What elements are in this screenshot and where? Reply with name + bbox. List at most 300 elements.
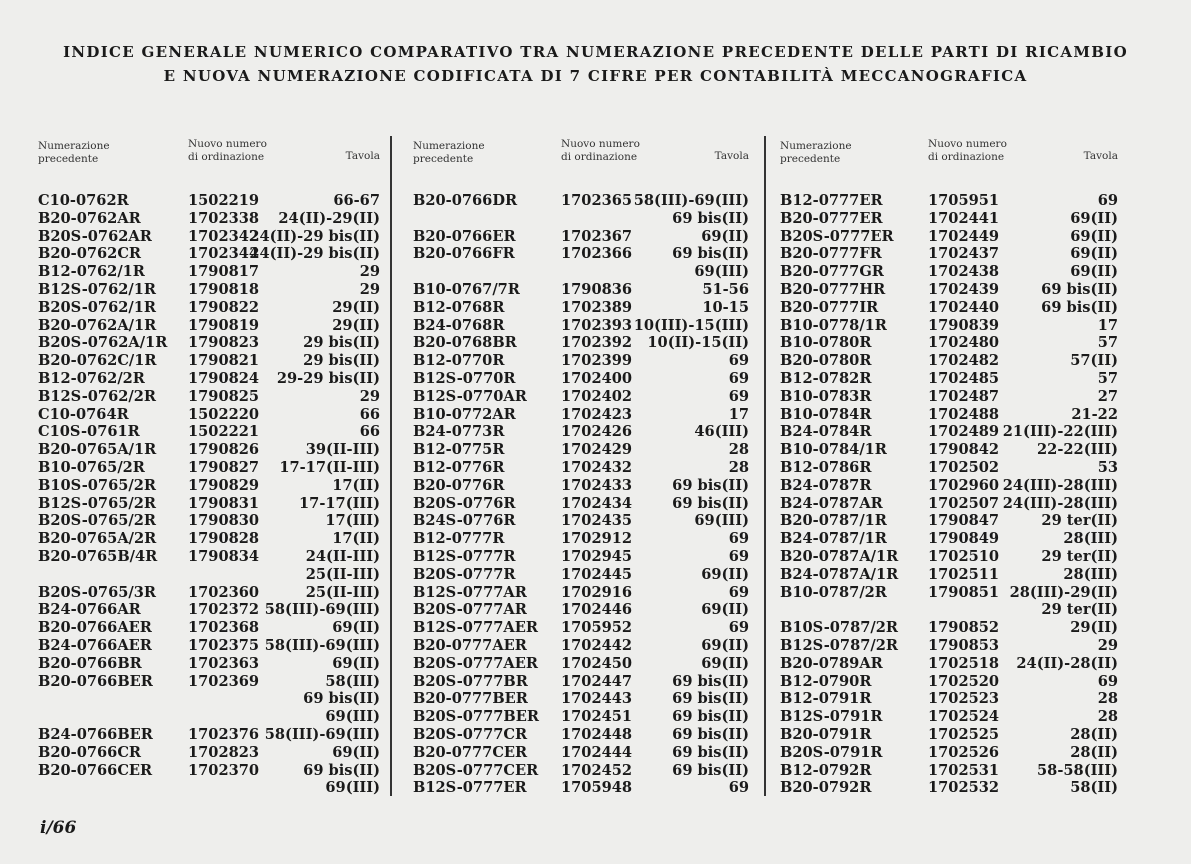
tavola-ref: 17 bbox=[1097, 316, 1118, 334]
table-row bbox=[413, 477, 749, 495]
tavola-ref: 58(III)-69(III) bbox=[264, 725, 380, 743]
tavola-ref: 69 bbox=[728, 530, 749, 548]
column-header bbox=[780, 136, 1118, 176]
table-row bbox=[38, 690, 380, 708]
table-row bbox=[780, 263, 1118, 281]
new-order-number: 1790821 bbox=[188, 352, 260, 370]
previous-number: B12S-0777ER bbox=[413, 779, 527, 797]
previous-number: B10-0765/2R bbox=[38, 458, 145, 476]
new-order-number: 1702446 bbox=[561, 601, 633, 619]
tavola-ref: 24(III)-28(III) bbox=[1002, 494, 1118, 512]
previous-number: B24-0768R bbox=[413, 316, 505, 334]
previous-number: B20S-0777AR bbox=[413, 601, 527, 619]
tavola-ref: 22-22(III) bbox=[1037, 441, 1118, 459]
previous-number: B20-0777IR bbox=[780, 298, 879, 316]
previous-number: B10-0772AR bbox=[413, 405, 516, 423]
tavola-ref: 69 bbox=[728, 352, 749, 370]
tavola-ref: 28 bbox=[1097, 690, 1118, 708]
table-row bbox=[38, 441, 380, 459]
table-row bbox=[780, 601, 1118, 619]
new-order-number: 1702370 bbox=[188, 761, 260, 779]
tavola-ref: 69 bbox=[728, 369, 749, 387]
table-row bbox=[413, 388, 749, 406]
tavola-ref: 29-29 bis(II) bbox=[276, 369, 380, 387]
header-new-order-number: Nuovo numero di ordinazione bbox=[188, 138, 267, 163]
header-tavola: Tavola bbox=[714, 150, 749, 162]
table-row bbox=[413, 352, 749, 370]
table-row bbox=[38, 245, 380, 263]
column-header bbox=[413, 136, 749, 176]
tavola-ref: 10(II)-15(II) bbox=[647, 334, 749, 352]
table-row bbox=[780, 388, 1118, 406]
table-row bbox=[413, 601, 749, 619]
previous-number: B20-0780R bbox=[780, 352, 872, 370]
previous-number: B12S-0777AR bbox=[413, 583, 527, 601]
tavola-ref: 69(III) bbox=[325, 779, 380, 797]
previous-number: B20S-0762AR bbox=[38, 227, 152, 245]
tavola-ref: 69 bis(II) bbox=[303, 690, 380, 708]
new-order-number: 1702435 bbox=[561, 512, 633, 530]
table-row bbox=[780, 281, 1118, 299]
table-row bbox=[38, 210, 380, 228]
previous-number: B24-0784R bbox=[780, 423, 872, 441]
rows-container bbox=[38, 192, 380, 797]
table-row bbox=[413, 637, 749, 655]
tavola-ref: 17-17(III) bbox=[299, 494, 380, 512]
new-order-number: 1702523 bbox=[928, 690, 1000, 708]
previous-number: B20-0766ER bbox=[413, 227, 516, 245]
tavola-ref: 28 bbox=[728, 458, 749, 476]
previous-number: B20-0777GR bbox=[780, 263, 884, 281]
table-row bbox=[780, 192, 1118, 210]
table-row bbox=[413, 584, 749, 602]
new-order-number: 1702342 bbox=[188, 227, 260, 245]
previous-number: B20-0789AR bbox=[780, 654, 883, 672]
new-order-number: 1702400 bbox=[561, 369, 633, 387]
new-order-number: 1702439 bbox=[928, 280, 1000, 298]
table-row bbox=[38, 779, 380, 797]
previous-number: B20-0777CER bbox=[413, 743, 528, 761]
table-row bbox=[780, 708, 1118, 726]
tavola-ref: 46(III) bbox=[694, 423, 749, 441]
new-order-number: 1790836 bbox=[561, 280, 633, 298]
new-order-number: 1702366 bbox=[561, 245, 633, 263]
previous-number: B20-0777BER bbox=[413, 690, 528, 708]
new-order-number: 1790847 bbox=[928, 512, 1000, 530]
tavola-ref: 69 bbox=[728, 779, 749, 797]
table-row bbox=[780, 762, 1118, 780]
table-row bbox=[38, 637, 380, 655]
previous-number: B12-0775R bbox=[413, 441, 505, 459]
previous-number: B20-0777ER bbox=[780, 209, 883, 227]
tavola-ref: 69(II) bbox=[332, 743, 380, 761]
header-new-order-number: Nuovo numero di ordinazione bbox=[928, 138, 1007, 163]
previous-number: B12-0776R bbox=[413, 458, 505, 476]
tavola-ref: 51-56 bbox=[702, 280, 749, 298]
table-row bbox=[38, 352, 380, 370]
table-row bbox=[38, 584, 380, 602]
new-order-number: 1702524 bbox=[928, 708, 1000, 726]
table-row bbox=[780, 655, 1118, 673]
table-row bbox=[38, 708, 380, 726]
previous-number: B24-0773R bbox=[413, 423, 505, 441]
table-row bbox=[780, 459, 1118, 477]
previous-number: B12-0768R bbox=[413, 298, 505, 316]
new-order-number: 1702437 bbox=[928, 245, 1000, 263]
table-row bbox=[413, 228, 749, 246]
table-row bbox=[413, 334, 749, 352]
table-row bbox=[413, 744, 749, 762]
previous-number: B20-0765B/4R bbox=[38, 547, 158, 565]
tavola-ref: 69 bbox=[728, 547, 749, 565]
table-row bbox=[38, 299, 380, 317]
table-row bbox=[413, 495, 749, 513]
new-order-number: 1702402 bbox=[561, 387, 633, 405]
new-order-number: 1702338 bbox=[188, 209, 260, 227]
tavola-ref: 24(II)-29 bis(II) bbox=[249, 227, 380, 245]
tavola-ref: 69 bis(II) bbox=[672, 690, 749, 708]
tavola-ref: 29 bis(II) bbox=[303, 352, 380, 370]
new-order-number: 1702480 bbox=[928, 334, 1000, 352]
previous-number: B24-0766AR bbox=[38, 601, 141, 619]
table-row bbox=[38, 406, 380, 424]
table-row bbox=[780, 744, 1118, 762]
new-order-number: 1702393 bbox=[561, 316, 633, 334]
tavola-ref: 69 bis(II) bbox=[672, 494, 749, 512]
table-row bbox=[780, 530, 1118, 548]
tavola-ref: 24(II-III) bbox=[305, 547, 380, 565]
tavola-ref: 28(II) bbox=[1070, 725, 1118, 743]
tavola-ref: 69 bis(II) bbox=[672, 708, 749, 726]
previous-number: B10-0780R bbox=[780, 334, 872, 352]
tavola-ref: 69 bis(II) bbox=[672, 743, 749, 761]
tavola-ref: 69(II) bbox=[701, 565, 749, 583]
header-previous-numbering: Numerazione precedente bbox=[780, 140, 852, 165]
tavola-ref: 29 ter(II) bbox=[1041, 601, 1118, 619]
tavola-ref: 21(III)-22(III) bbox=[1002, 423, 1118, 441]
table-row bbox=[780, 299, 1118, 317]
previous-number: B12-0762/2R bbox=[38, 369, 145, 387]
tavola-ref: 29 bbox=[359, 263, 380, 281]
tavola-ref: 29 ter(II) bbox=[1041, 512, 1118, 530]
previous-number: B24-0787R bbox=[780, 476, 872, 494]
new-order-number: 1705951 bbox=[928, 192, 1000, 209]
new-order-number: 1702532 bbox=[928, 779, 1000, 797]
previous-number: B12S-0787/2R bbox=[780, 636, 899, 654]
header-previous-numbering: Numerazione precedente bbox=[413, 140, 485, 165]
tavola-ref: 69 bis(II) bbox=[672, 672, 749, 690]
new-order-number: 1702442 bbox=[561, 636, 633, 654]
tavola-ref: 69(II) bbox=[1070, 209, 1118, 227]
previous-number: B20S-0777AER bbox=[413, 654, 538, 672]
previous-number: B20-0777AER bbox=[413, 636, 527, 654]
table-row bbox=[780, 334, 1118, 352]
tavola-ref: 29 bis(II) bbox=[303, 334, 380, 352]
previous-number: B20S-0765/3R bbox=[38, 583, 157, 601]
previous-number: B24-0766BER bbox=[38, 725, 153, 743]
tavola-ref: 69(II) bbox=[701, 601, 749, 619]
table-row bbox=[38, 601, 380, 619]
previous-number: B12S-0791R bbox=[780, 708, 883, 726]
previous-number: C10-0762R bbox=[38, 192, 129, 209]
tavola-ref: 27 bbox=[1097, 387, 1118, 405]
new-order-number: 1702444 bbox=[561, 743, 633, 761]
tavola-ref: 66-67 bbox=[333, 192, 380, 209]
previous-number: B20S-0777ER bbox=[780, 227, 894, 245]
index-column-1 bbox=[38, 136, 380, 797]
new-order-number: 1702445 bbox=[561, 565, 633, 583]
table-row bbox=[780, 210, 1118, 228]
previous-number: B20S-0762/1R bbox=[38, 298, 157, 316]
tavola-ref: 69 bbox=[728, 619, 749, 637]
new-order-number: 1702440 bbox=[928, 298, 1000, 316]
column-divider bbox=[764, 136, 766, 796]
previous-number: B20-0766BER bbox=[38, 672, 153, 690]
tavola-ref: 69 bbox=[728, 583, 749, 601]
previous-number: B20-0766BR bbox=[38, 654, 142, 672]
new-order-number: 1702916 bbox=[561, 583, 633, 601]
new-order-number: 1702389 bbox=[561, 298, 633, 316]
table-row bbox=[38, 726, 380, 744]
table-row bbox=[38, 548, 380, 566]
table-row bbox=[780, 619, 1118, 637]
previous-number: B20S-0777CER bbox=[413, 761, 539, 779]
table-row bbox=[780, 566, 1118, 584]
tavola-ref: 29(II) bbox=[1070, 619, 1118, 637]
new-order-number: 1705952 bbox=[561, 619, 633, 637]
table-row bbox=[780, 673, 1118, 691]
table-row bbox=[38, 370, 380, 388]
new-order-number: 1702438 bbox=[928, 263, 1000, 281]
tavola-ref: 58(III)-69(III) bbox=[264, 601, 380, 619]
tavola-ref: 25(II-III) bbox=[305, 565, 380, 583]
tavola-ref: 28 bbox=[728, 441, 749, 459]
tavola-ref: 57 bbox=[1097, 369, 1118, 387]
new-order-number: 1790834 bbox=[188, 547, 260, 565]
tavola-ref: 10-15 bbox=[702, 298, 749, 316]
tavola-ref: 69 bis(II) bbox=[672, 725, 749, 743]
previous-number: B10-0778/1R bbox=[780, 316, 887, 334]
new-order-number: 1702363 bbox=[188, 654, 260, 672]
tavola-ref: 24(II)-29(II) bbox=[278, 209, 380, 227]
rows-container bbox=[413, 192, 749, 797]
tavola-ref: 69(II) bbox=[332, 654, 380, 672]
tavola-ref: 28(III) bbox=[1063, 530, 1118, 548]
new-order-number: 1790823 bbox=[188, 334, 260, 352]
new-order-number: 1702489 bbox=[928, 423, 1000, 441]
previous-number: B10-0787/2R bbox=[780, 583, 887, 601]
table-row bbox=[780, 245, 1118, 263]
table-row bbox=[413, 512, 749, 530]
new-order-number: 1702510 bbox=[928, 547, 1000, 565]
tavola-ref: 24(III)-28(III) bbox=[1002, 476, 1118, 494]
new-order-number: 1702367 bbox=[561, 227, 633, 245]
new-order-number: 1702525 bbox=[928, 725, 1000, 743]
table-row bbox=[413, 423, 749, 441]
tavola-ref: 29 bbox=[359, 387, 380, 405]
new-order-number: 1702443 bbox=[561, 690, 633, 708]
previous-number: B24-0787AR bbox=[780, 494, 883, 512]
new-order-number: 1702482 bbox=[928, 352, 1000, 370]
tavola-ref: 58(III) bbox=[325, 672, 380, 690]
tavola-ref: 17(III) bbox=[325, 512, 380, 530]
table-row bbox=[38, 530, 380, 548]
new-order-number: 1702449 bbox=[928, 227, 1000, 245]
new-order-number: 1790829 bbox=[188, 476, 260, 494]
previous-number: B12-0777R bbox=[413, 530, 505, 548]
tavola-ref: 69(III) bbox=[325, 708, 380, 726]
table-row bbox=[413, 370, 749, 388]
previous-number: B20-0766CER bbox=[38, 761, 153, 779]
table-row bbox=[413, 779, 749, 797]
previous-number: B20S-0765/2R bbox=[38, 512, 157, 530]
tavola-ref: 69(II) bbox=[701, 636, 749, 654]
table-row bbox=[413, 726, 749, 744]
new-order-number: 1790824 bbox=[188, 369, 260, 387]
new-order-number: 1790851 bbox=[928, 583, 1000, 601]
table-row bbox=[413, 690, 749, 708]
new-order-number: 1702485 bbox=[928, 369, 1000, 387]
table-row bbox=[413, 406, 749, 424]
table-row bbox=[38, 317, 380, 335]
previous-number: B12-0777ER bbox=[780, 192, 883, 209]
tavola-ref: 17(II) bbox=[332, 530, 380, 548]
header-new-order-number: Nuovo numero di ordinazione bbox=[561, 138, 640, 163]
new-order-number: 1702392 bbox=[561, 334, 633, 352]
new-order-number: 1790849 bbox=[928, 530, 1000, 548]
tavola-ref: 57(II) bbox=[1070, 352, 1118, 370]
table-row bbox=[780, 690, 1118, 708]
table-row bbox=[780, 477, 1118, 495]
previous-number: B12S-0762/2R bbox=[38, 387, 157, 405]
previous-number: B12S-0762/1R bbox=[38, 280, 157, 298]
previous-number: B20-0787/1R bbox=[780, 512, 887, 530]
new-order-number: 1702487 bbox=[928, 387, 1000, 405]
table-row bbox=[780, 548, 1118, 566]
tavola-ref: 29 ter(II) bbox=[1041, 547, 1118, 565]
new-order-number: 1702434 bbox=[561, 494, 633, 512]
tavola-ref: 17-17(II-III) bbox=[279, 458, 380, 476]
new-order-number: 1790817 bbox=[188, 263, 260, 281]
new-order-number: 1702344 bbox=[188, 245, 260, 263]
previous-number: B20-0766AER bbox=[38, 619, 152, 637]
new-order-number: 1702960 bbox=[928, 476, 1000, 494]
new-order-number: 1702912 bbox=[561, 530, 633, 548]
table-row bbox=[38, 744, 380, 762]
tavola-ref: 69(III) bbox=[694, 512, 749, 530]
tavola-ref: 69 bbox=[1097, 192, 1118, 209]
tavola-ref: 53 bbox=[1097, 458, 1118, 476]
previous-number: B20S-0777CR bbox=[413, 725, 528, 743]
tavola-ref: 69 bbox=[728, 387, 749, 405]
table-row bbox=[413, 566, 749, 584]
table-row bbox=[38, 673, 380, 691]
table-row bbox=[38, 228, 380, 246]
new-order-number: 1702423 bbox=[561, 405, 633, 423]
table-row bbox=[413, 762, 749, 780]
previous-number: B10-0784/1R bbox=[780, 441, 887, 459]
tavola-ref: 10(III)-15(III) bbox=[633, 316, 749, 334]
new-order-number: 1702432 bbox=[561, 458, 633, 476]
tavola-ref: 66 bbox=[359, 405, 380, 423]
table-row bbox=[413, 192, 749, 210]
new-order-number: 1790842 bbox=[928, 441, 1000, 459]
new-order-number: 1702518 bbox=[928, 654, 1000, 672]
tavola-ref: 39(II-III) bbox=[305, 441, 380, 459]
column-header bbox=[38, 136, 380, 176]
table-row bbox=[780, 726, 1118, 744]
previous-number: B12S-0777AER bbox=[413, 619, 538, 637]
previous-number: B10S-0765/2R bbox=[38, 476, 157, 494]
table-row bbox=[38, 619, 380, 637]
previous-number: B10-0784R bbox=[780, 405, 872, 423]
table-row bbox=[413, 441, 749, 459]
page-title bbox=[0, 40, 1191, 88]
table-row bbox=[413, 317, 749, 335]
tavola-ref: 69 bis(II) bbox=[672, 476, 749, 494]
tavola-ref: 69 bis(II) bbox=[1041, 280, 1118, 298]
previous-number: B12-0792R bbox=[780, 761, 872, 779]
new-order-number: 1702372 bbox=[188, 601, 260, 619]
table-row bbox=[413, 245, 749, 263]
tavola-ref: 69(II) bbox=[1070, 263, 1118, 281]
tavola-ref: 28(III)-29(II) bbox=[1009, 583, 1118, 601]
tavola-ref: 69(III) bbox=[694, 263, 749, 281]
previous-number: B24S-0776R bbox=[413, 512, 516, 530]
index-column-3 bbox=[780, 136, 1118, 797]
table-row bbox=[413, 530, 749, 548]
new-order-number: 1790852 bbox=[928, 619, 1000, 637]
table-row bbox=[780, 406, 1118, 424]
previous-number: B20-0792R bbox=[780, 779, 872, 797]
tavola-ref: 24(II)-29 bis(II) bbox=[249, 245, 380, 263]
previous-number: B24-0787/1R bbox=[780, 530, 887, 548]
column-divider bbox=[390, 136, 392, 796]
tavola-ref: 25(II-III) bbox=[305, 583, 380, 601]
new-order-number: 1790822 bbox=[188, 298, 260, 316]
new-order-number: 1790827 bbox=[188, 458, 260, 476]
new-order-number: 1790830 bbox=[188, 512, 260, 530]
tavola-ref: 24(II)-28(II) bbox=[1016, 654, 1118, 672]
new-order-number: 1502219 bbox=[188, 192, 260, 209]
title-line-1: INDICE GENERALE NUMERICO COMPARATIVO TRA NUMERAZIONE PRECEDENTE DELLE PARTI DI RICAMBIO bbox=[63, 43, 1128, 61]
tavola-ref: 21-22 bbox=[1071, 405, 1118, 423]
tavola-ref: 29 bbox=[359, 280, 380, 298]
new-order-number: 1790825 bbox=[188, 387, 260, 405]
table-row bbox=[38, 263, 380, 281]
new-order-number: 1702447 bbox=[561, 672, 633, 690]
tavola-ref: 69 bis(II) bbox=[1041, 298, 1118, 316]
previous-number: B12-0770R bbox=[413, 352, 505, 370]
new-order-number: 1702823 bbox=[188, 743, 260, 761]
previous-number: B10-0783R bbox=[780, 387, 872, 405]
previous-number: B12-0790R bbox=[780, 672, 872, 690]
table-row bbox=[413, 281, 749, 299]
tavola-ref: 66 bbox=[359, 423, 380, 441]
previous-number: C10-0764R bbox=[38, 405, 129, 423]
table-row bbox=[780, 441, 1118, 459]
table-row bbox=[38, 334, 380, 352]
tavola-ref: 58-58(III) bbox=[1037, 761, 1118, 779]
previous-number: B20-0762CR bbox=[38, 245, 142, 263]
table-row bbox=[413, 548, 749, 566]
table-row bbox=[38, 388, 380, 406]
table-row bbox=[38, 566, 380, 584]
tavola-ref: 69 bis(II) bbox=[672, 761, 749, 779]
previous-number: B12S-0770AR bbox=[413, 387, 527, 405]
new-order-number: 1702368 bbox=[188, 619, 260, 637]
tavola-ref: 28 bbox=[1097, 708, 1118, 726]
